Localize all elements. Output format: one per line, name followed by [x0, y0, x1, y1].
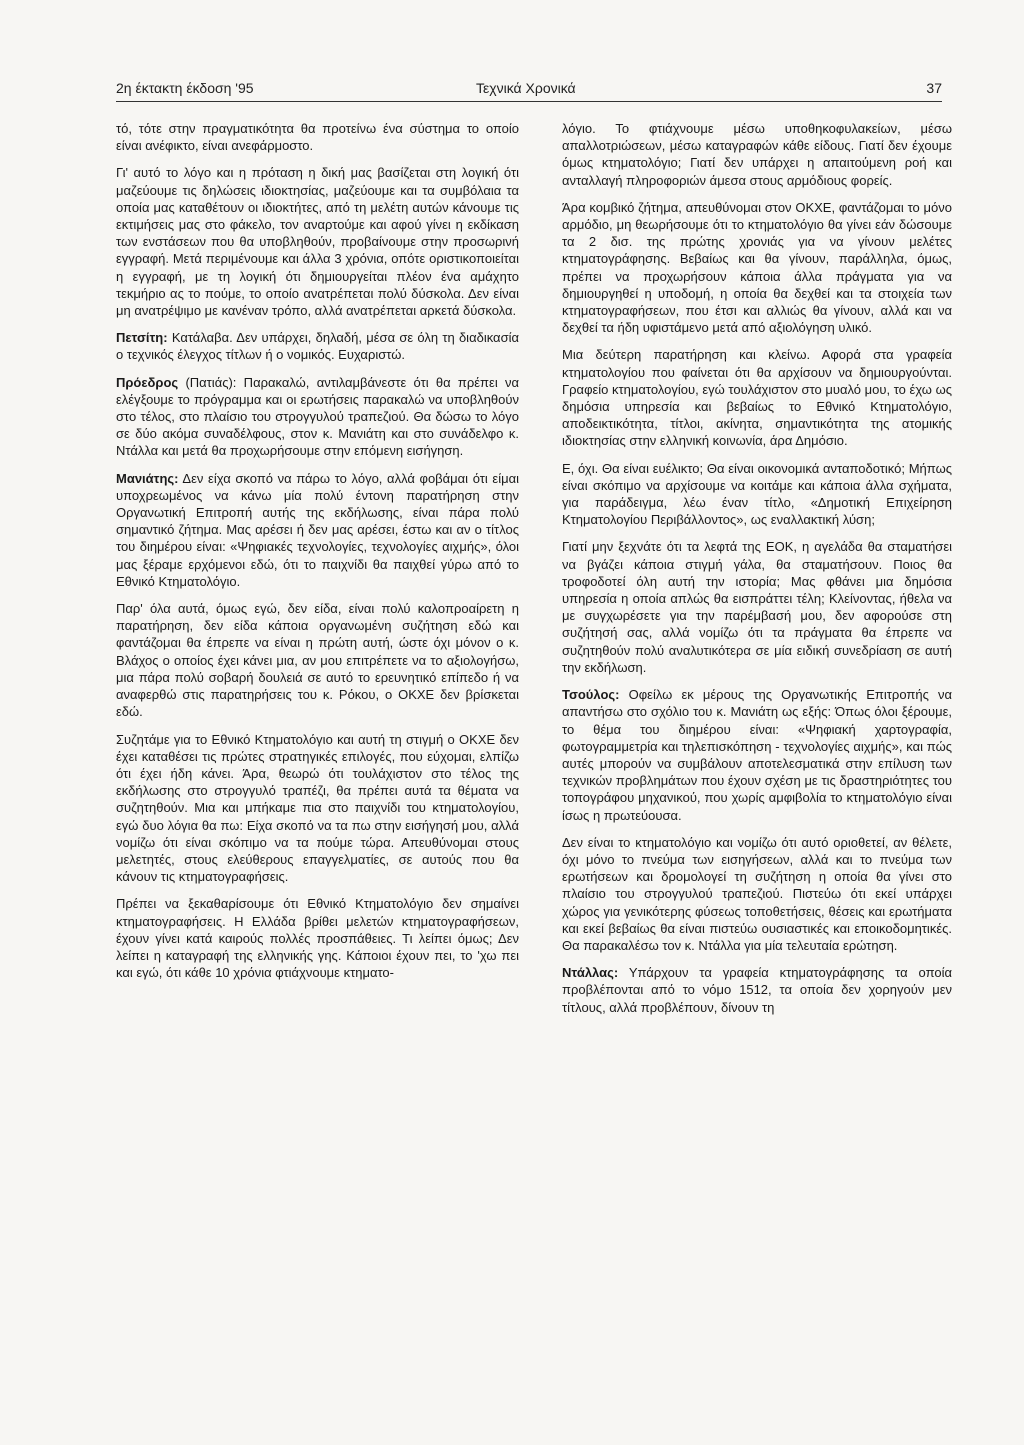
paragraph-text: Δεν είχα σκοπό να πάρω το λόγο, αλλά φοβάμαι ότι είμαι υποχρεωμένος να κάνω μία πολύ έντονη παρατήρηση στην Οργανωτική Επιτροπή αυτής της εκδήλωσης, είναι πάρα πολύ σημαντικό ζήτημα. Μας αρέσει ή δεν μας αρέσει, έστω και αν ο τίτλος του διημέρου είναι: «Ψηφιακές τεχνολογίες, τεχνολογίες αιχμής», όλοι μας ξέραμε ερχόμενοι εδώ, ότι το παιχνίδι θα παιχθεί γύρω από το Εθνικό Κτηματολόγιο.: [116, 470, 519, 589]
paragraph: [562, 346, 952, 449]
paragraph-text: Υπάρχουν τα γραφεία κτηματογράφησης τα οποία προβλέπονται από το νόμο 1512, τα οποία δεν χορηγούν μεν τίτλους, αλλά προβλέπουν, δίνουν τη: [562, 965, 952, 1015]
running-header: [116, 80, 942, 100]
paragraph-text: Μια δεύτερη παρατήρηση και κλείνω. Αφορά στα γραφεία κτηματολογίου που φαίνεται ότι θα αρχίσουν να δημιουργούνται. Γραφείο κτηματολογίου, εγώ τουλάχιστον στο μυαλό μου, το έχω ως δημόσια υπηρεσία και βεβαίως το Εθνικό Κτηματολόγιο, αποδεικτικότητα, τίτλοι, ακίνητα, σημαντικότητα της ατομικής ιδιοκτησίας στην ελληνική κοινωνία, άρα Δημόσιο.: [562, 347, 952, 449]
paragraph-text: Συζητάμε για το Εθνικό Κτηματολόγιο και αυτή τη στιγμή ο ΟΚΧΕ δεν έχει καταθέσει τις πρώτες στρατηγικές επιλογές, που εύχομαι, ελπίζω ότι έχει ήδη κάνει. Άρα, θεωρώ ότι τουλάχιστον στο τέλος της εκδήλωσης στο στρογγυλό τραπέζι, θα πρέπει αυτά τα θέματα να συζητηθούν. Μια και μπήκαμε πια στο παιχνίδι του κτηματολογίου, εγώ δυο λόγια θα πω: Είχα σκοπό να τα πω στην εισήγησή μου, αλλά νομίζω ότι είναι σκόπιμο να τα πούμε τώρα. Απευθύνομαι στους μελετητές, στους ελεύθερους επαγγελματίες, σε αυτούς που θα κάνουν τις κτηματογραφήσεις.: [116, 731, 519, 885]
paragraph-text: Ε, όχι. Θα είναι ευέλικτο; Θα είναι οικονομικά ανταποδοτικό; Μήπως είναι σκόπιμο να αρχίσουμε να κοιτάμε και κάποια άλλα σχήματα, για παράδειγμα, λέω έναν τίτλο, «Δημοτική Επιχείρηση Κτηματολογίου Περιβάλλοντος», ως εναλλακτική λύση;: [562, 460, 952, 528]
paragraph: [116, 895, 519, 981]
paragraph: [562, 460, 952, 529]
paragraph-text: Κατάλαβα. Δεν υπάρχει, δηλαδή, μέσα σε όλη τη διαδικασία ο τεχνικός έλεγχος τίτλων ή ο νομικός. Ευχαριστώ.: [116, 330, 519, 363]
speaker-name: Πετσίτη:: [116, 330, 168, 346]
paragraph-text: Δεν είναι το κτηματολόγιο και νομίζω ότι αυτό οριοθετεί, αν θέλετε, όχι μόνο το πνεύμα των εισηγήσεων, αλλά και το πνεύμα των ερωτήσεων και δρομολογεί τη συζήτηση η οποία θα γίνει στο πλαίσιο του στρογγυλού τραπεζιού. Πιστεύω ότι εκεί υπάρχει χώρος για γενικότερης φύσεως τοποθετήσεις, θέσεις και ερωτήματα και εκεί βεβαίως θα είναι πιστεύω ουσιαστικές και εποικοδομητικές. Θα παρακαλέσω τον κ. Ντάλλα για μία τελευταία ερώτηση.: [562, 834, 952, 953]
paragraph: [562, 686, 952, 824]
paragraph: [562, 964, 952, 1016]
paragraph: [116, 329, 519, 363]
page-number: 37: [926, 80, 942, 96]
paragraph: [562, 834, 952, 954]
paragraph: [116, 731, 519, 886]
speaker-name: Πρόεδρος: [116, 374, 179, 390]
paragraph: [562, 199, 952, 337]
left-column: [116, 120, 519, 991]
header-rule: [116, 101, 942, 102]
paragraph-text: Γιατί μην ξεχνάτε ότι τα λεφτά της ΕΟΚ, η αγελάδα θα σταματήσει να βγάζει κάποια στιγμή γάλα, θα σταματήσουν. Ποιος θα τροφοδοτεί όλη αυτή την ιστορία; Μας φθάνει μια δημόσια υπηρεσία η οποία απλώς θα εισπράττει τέλη; Κλείνοντας, ήθελα να με συγχωρέσετε για την παρέμβασή μου, δεν αφορούσε στη συζήτησή σας, αλλά νομίζω ότι τα πράγματα θα έπρεπε να συζητηθούν πολύ αναλυτικότερα σε μία ειδική συνεδρίαση σε αυτή την εκδήλωση.: [562, 539, 952, 675]
edition-label: 2η έκτακτη έκδοση '95: [116, 80, 254, 96]
paragraph: [562, 120, 952, 189]
speaker-name: Μανιάτης:: [116, 470, 179, 486]
journal-title: Τεχνικά Χρονικά: [476, 80, 576, 96]
paragraph-text: Οφείλω εκ μέρους της Οργανωτικής Επιτροπής να απαντήσω στο σχόλιο του κ. Μανιάτη ως εξής: Όπως όλοι ξέρουμε, το θέμα του διημέρου είναι: «Ψηφιακή χαρτογραφία, φωτογραμμετρία και τηλεπισκόπηση - τεχνολογίες αιχμής», και πώς αυτές μπορούν να συμβάλουν αποτελεσματικά στην επίλυση των τεχνικών προβλημάτων που έχουν σχέση με τις δραστηριότητες του τοπογράφου μηχανικού, που χωρίς αμφιβολία το κτηματολόγιο είναι ίσως η πρωτεύουσα.: [562, 687, 952, 823]
paragraph-text: τό, τότε στην πραγματικότητα θα προτείνω ένα σύστημα το οποίο είναι ανέφικτο, είναι ανεφάρμοστο.: [116, 121, 519, 154]
paragraph: [116, 470, 519, 590]
paragraph: [116, 164, 519, 319]
speaker-name: Τσούλος:: [562, 687, 620, 703]
paragraph-text: Παρ' όλα αυτά, όμως εγώ, δεν είδα, είναι πολύ καλοπροαίρετη η παρατήρηση, δεν είδα κάποια οργανωμένη συζήτηση εδώ και φαντάζομαι θα έπρεπε να είναι η πρώτη αυτή, ώστε όχι μόνον ο κ. Βλάχος ο οποίος έχει κάνει μια, αν μου επιτρέπετε να το αξιολογήσω, μια πάρα πολύ σοβαρή δουλειά σε αυτό το ερευνητικό επίπεδο ή να αναφερθώ στις παρατηρήσεις του κ. Ρόκου, ο ΟΚΧΕ δεν βρίσκεται εδώ.: [116, 601, 519, 720]
paragraph-text: Πρέπει να ξεκαθαρίσουμε ότι Εθνικό Κτηματολόγιο δεν σημαίνει κτηματογραφήσεις. Η Ελλάδα βρίθει μελετών κτηματογραφήσεων, έχουν γίνει κατά καιρούς πολλές προσπάθειες. Τι λείπει όμως; Δεν λείπει η καταγραφή της ελληνικής γης. Κάποιοι έχουν πει, το 'χω πει και εγώ, ότι κάθε 10 χρόνια φτιάχνουμε κτηματο-: [116, 896, 519, 981]
paragraph-text: (Πατιάς): Παρακαλώ, αντιλαμβάνεστε ότι θα πρέπει να ελέγξουμε το πρόγραμμα και οι ερωτήσεις παρακαλώ να υποβληθούν στο τέλος, στο πλαίσιο του στρογγυλού τραπεζιού. Θα δώσω το λόγο σε δύο ακόμα συναδέλφους, στον κ. Μανιάτη και στο συνάδελφο κ. Ντάλλα και μετά θα προχωρήσουμε στην επόμενη εισήγηση.: [116, 374, 519, 459]
paragraph: [562, 538, 952, 676]
paragraph: [116, 600, 519, 720]
paragraph-text: Άρα κομβικό ζήτημα, απευθύνομαι στον ΟΚΧΕ, φαντάζομαι το μόνο αρμόδιο, μη θεωρήσουμε ότι το κτηματολόγιο θα γίνει εάν δώσουμε τα 2 δισ. της πρώτης χρονιάς για να γίνουν μελέτες κτηματογράφησης. Βεβαίως και θα γίνουν, παράλληλα, όμως, πρέπει να προχωρήσουν κάποια άλλα πράγματα για να δημιουργηθεί η υποδομή, η οποία θα δεχθεί και τα στοιχεία των κτηματογραφήσεων, που έτσι και αλλιώς θα γίνουν, αλλά και να δεχθεί τα ήδη υφιστάμενο μετά από αξιολόγηση υλικό.: [562, 199, 952, 336]
paragraph-text: Γι' αυτό το λόγο και η πρόταση η δική μας βασίζεται στη λογική ότι μαζεύουμε τις δηλώσεις ιδιοκτησίας, μαζεύουμε και τα συμβόλαια τα οποία μας καταθέτουν οι ιδιοκτήτες, από τη μελέτη αυτών κάνουμε τις εκτιμήσεις μας στο φάκελο, τον αναρτούμε και αφού γίνει η εκδίκαση των ενστάσεων που θα υποβληθούν, προβαίνουμε στην προσωρινή εγγραφή. Μετά περιμένουμε και άλλα 3 χρόνια, οπότε οριστικοποιείται η εγγραφή, με τη λογική ότι δημιουργείται πλέον ένα αμάχητο τεκμήριο ας το πούμε, το οποίο ανατρέπεται πολύ δύσκολα. Δεν είναι μη ανατρέψιμο με κανέναν τρόπο, αλλά ανατρέπεται αρκετά δύσκολα.: [116, 165, 519, 319]
right-column: [562, 120, 952, 1026]
paragraph-text: λόγιο. Το φτιάχνουμε μέσω υποθηκοφυλακείων, μέσω απαλλοτριώσεων, μέσω καταγραφών κάθε είδους. Γιατί δεν έχουμε όμως κτηματολόγιο; Γιατί δεν υπάρχει η απαιτούμενη ροή και ανταλλαγή πληροφοριών άμεσα στους αρμόδιους φορείς.: [562, 121, 952, 188]
speaker-name: Ντάλλας:: [562, 965, 619, 981]
paragraph: [116, 374, 519, 460]
paragraph: [116, 120, 519, 154]
